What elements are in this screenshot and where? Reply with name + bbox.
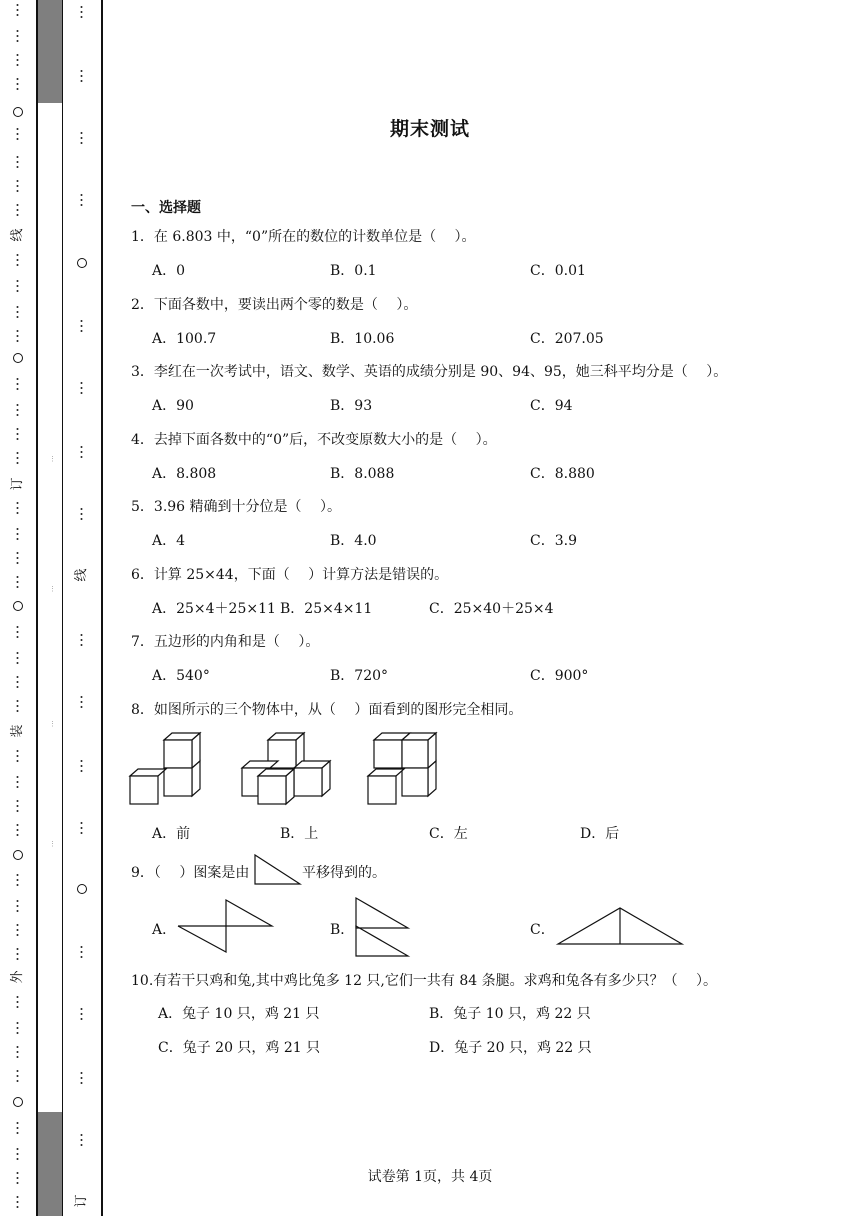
dotted-line [17, 996, 20, 1011]
option-d: D．兔子 20 只，鸡 22 只 [429, 1040, 592, 1056]
question-stem: 10.有若干只鸡和兔,其中鸡比兔多 12 只,它们一共有 84 条腿。求鸡和兔各有多少只？（ ）。 [131, 973, 718, 989]
faint-mark: ⋮ [49, 720, 56, 728]
dotted-line [17, 1046, 20, 1061]
dotted-line [81, 70, 84, 85]
page-title: 期末测试 [389, 118, 470, 140]
dotted-line [17, 30, 20, 45]
dotted-line [17, 924, 20, 939]
dotted-line [81, 1072, 84, 1087]
dotted-line [81, 508, 84, 523]
question-stem-start: 9．（ ）图案是由 [131, 865, 250, 881]
dotted-line [17, 330, 20, 345]
binding-circle [77, 258, 87, 268]
question-stem: 6．计算 25×44，下面（ ）计算方法是错误的。 [131, 567, 449, 583]
option-c: C．207.05 [530, 331, 604, 347]
binding-strip-top [38, 0, 62, 103]
option-b: B．上 [280, 826, 319, 842]
option-c: C．8.880 [530, 466, 595, 482]
dotted-line [17, 1148, 20, 1163]
option-c: C．94 [530, 398, 573, 414]
binding-circle [13, 1097, 23, 1107]
dotted-line [17, 676, 20, 691]
option-a: A．4 [152, 533, 186, 549]
dotted-line [17, 626, 20, 641]
dotted-line [81, 194, 84, 209]
dotted-line [17, 378, 20, 393]
dotted-line [17, 874, 20, 889]
binding-margin-outer [0, 0, 36, 1216]
cube-figure-1 [128, 732, 204, 806]
question-stem: 5．3.96 精确到十分位是（ ）。 [131, 499, 341, 515]
dotted-line [17, 948, 20, 963]
option-c: C．900° [530, 668, 589, 684]
pattern-a-figure [176, 898, 276, 954]
dotted-line [81, 320, 84, 335]
option-c: C．兔子 20 只，鸡 21 只 [158, 1040, 321, 1056]
option-a: A．前 [152, 826, 191, 842]
option-c: C．左 [429, 826, 468, 842]
dotted-line [81, 946, 84, 961]
binding-circle [13, 601, 23, 611]
dotted-line [17, 652, 20, 667]
question-stem: 2．下面各数中，要读出两个零的数是（ ）。 [131, 297, 418, 313]
question-stem: 7．五边形的内角和是（ ）。 [131, 634, 320, 650]
faint-mark: ⋮ [49, 585, 56, 593]
question-stem: 3．李红在一次考试中，语文、数学、英语的成绩分别是 90、94、95，她三科平均分是（ ）。 [131, 364, 728, 380]
faint-mark: ⋮ [49, 840, 56, 848]
option-a: A．540° [152, 668, 210, 684]
binding-circle [13, 850, 23, 860]
option-b: B．0.1 [330, 263, 377, 279]
dotted-line [17, 824, 20, 839]
option-c: C．25×40＋25×4 [429, 601, 554, 617]
dotted-line [17, 404, 20, 419]
question-stem: 4．去掉下面各数中的“0”后，不改变原数大小的是（ ）。 [131, 432, 497, 448]
option-b: B． [330, 922, 355, 938]
option-d: D．后 [580, 826, 620, 842]
question-stem: 1．在 6.803 中，“0”所在的数位的计数单位是（ ）。 [131, 229, 476, 245]
dotted-line [17, 78, 20, 93]
option-a: A．100.7 [152, 331, 217, 347]
dotted-line [17, 750, 20, 765]
dotted-line [17, 280, 20, 295]
dotted-line [81, 446, 84, 461]
dotted-line [17, 54, 20, 69]
option-b: B．10.06 [330, 331, 395, 347]
dotted-line [81, 382, 84, 397]
triangle-figure [254, 854, 302, 886]
binding-label-xian: 线 [10, 228, 25, 242]
dotted-line [17, 800, 20, 815]
option-b: B．兔子 10 只，鸡 22 只 [429, 1006, 591, 1022]
binding-label-wai: 外 [10, 970, 25, 984]
dotted-line [17, 502, 20, 517]
binding-circle [77, 884, 87, 894]
dotted-line [81, 1008, 84, 1023]
dotted-line [17, 180, 20, 195]
dotted-line [17, 4, 20, 19]
dotted-line [17, 1070, 20, 1085]
binding-label-ding: 订 [10, 477, 25, 491]
dotted-line [17, 1122, 20, 1137]
dotted-line [17, 254, 20, 269]
option-b: B．93 [330, 398, 373, 414]
cube-figure-2 [240, 732, 334, 806]
option-a: A．25×4＋25×11 [152, 601, 276, 617]
pattern-b-figure [354, 896, 412, 958]
binding-margin-inner [63, 0, 103, 1216]
option-b: B．25×4×11 [280, 601, 373, 617]
question-stem: 8．如图所示的三个物体中，从（ ）面看到的图形完全相同。 [131, 702, 523, 718]
option-c: C． [530, 922, 555, 938]
dotted-line [17, 776, 20, 791]
dotted-line [81, 1134, 84, 1149]
option-a: A．兔子 10 只，鸡 21 只 [158, 1006, 320, 1022]
option-a: A． [152, 922, 177, 938]
dotted-line [81, 822, 84, 837]
dotted-line [17, 306, 20, 321]
option-b: B．8.088 [330, 466, 395, 482]
option-c: C．0.01 [530, 263, 586, 279]
dotted-line [17, 156, 20, 171]
binding-label-ding-inner: 订 [74, 1194, 89, 1208]
pattern-c-figure [556, 906, 686, 948]
dotted-line [17, 700, 20, 715]
option-c: C．3.9 [530, 533, 577, 549]
section-heading: 一、选择题 [131, 200, 201, 216]
page-footer: 试卷第 1页，共 4页 [367, 1169, 493, 1185]
cube-figure-3 [366, 732, 440, 806]
dotted-line [17, 1196, 20, 1211]
binding-strip [36, 0, 63, 1216]
option-a: A．8.808 [152, 466, 217, 482]
binding-label-xian-inner: 线 [74, 568, 89, 582]
option-a: A．90 [152, 398, 194, 414]
dotted-line [17, 1022, 20, 1037]
dotted-line [17, 204, 20, 219]
dotted-line [81, 696, 84, 711]
dotted-line [17, 900, 20, 915]
dotted-line [81, 6, 84, 21]
option-b: B．720° [330, 668, 389, 684]
dotted-line [17, 576, 20, 591]
dotted-line [17, 528, 20, 543]
dotted-line [17, 552, 20, 567]
option-a: A．0 [152, 263, 186, 279]
dotted-line [17, 452, 20, 467]
dotted-line [81, 760, 84, 775]
dotted-line [17, 428, 20, 443]
dotted-line [81, 634, 84, 649]
binding-circle [13, 353, 23, 363]
question-stem-end: 平移得到的。 [302, 865, 386, 881]
binding-strip-bottom [38, 1112, 62, 1216]
faint-mark: ⋮ [49, 455, 56, 463]
binding-label-zhuang: 装 [10, 724, 25, 738]
option-b: B．4.0 [330, 533, 377, 549]
